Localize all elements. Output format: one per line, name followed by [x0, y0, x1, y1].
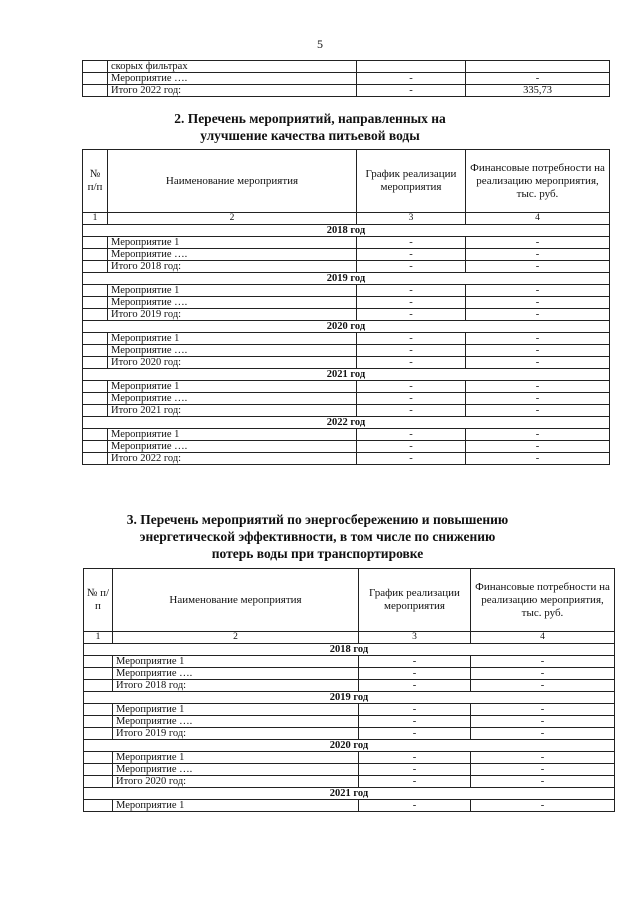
table-row [84, 776, 615, 788]
finance-cell: - [471, 728, 615, 740]
year-row [83, 225, 610, 237]
col-header-schedule: График реализации мероприятия [359, 569, 471, 632]
year-label: 2019 год [84, 692, 615, 704]
column-numbers-row [84, 632, 615, 644]
year-row [83, 369, 610, 381]
schedule-cell: - [357, 429, 466, 441]
event-name-cell: Мероприятие …. [108, 297, 357, 309]
event-name-cell: Мероприятие …. [108, 249, 357, 261]
finance-cell: - [466, 261, 610, 273]
event-name-cell: Мероприятие 1 [108, 285, 357, 297]
event-name-cell: Мероприятие …. [108, 441, 357, 453]
finance-cell: - [466, 249, 610, 261]
finance-cell: - [466, 297, 610, 309]
total-cell: Итого 2022 год: [108, 85, 357, 97]
finance-cell [466, 61, 610, 73]
section-3-title: 3. Перечень мероприятий по энергосбережению и повышению энергетической эффективности, в том числе по снижению потерь воды при транспортировке [126, 512, 509, 561]
schedule-cell: - [357, 357, 466, 369]
num-cell [83, 85, 108, 97]
finance-cell: - [466, 345, 610, 357]
table-row [84, 752, 615, 764]
table-row [83, 249, 610, 261]
table-row [84, 704, 615, 716]
schedule-cell: - [357, 405, 466, 417]
section-2-table [82, 149, 610, 465]
col-header-num: № п/п [83, 150, 108, 213]
schedule-cell: - [359, 668, 471, 680]
schedule-cell: - [359, 752, 471, 764]
table-row [84, 656, 615, 668]
finance-cell: - [466, 405, 610, 417]
finance-cell: - [466, 285, 610, 297]
event-name-cell: Мероприятие …. [108, 393, 357, 405]
table-row [84, 668, 615, 680]
schedule-cell: - [357, 453, 466, 465]
schedule-cell: - [359, 680, 471, 692]
year-label: 2018 год [83, 225, 610, 237]
schedule-cell: - [357, 285, 466, 297]
table-row [83, 381, 610, 393]
schedule-cell [357, 61, 466, 73]
event-name-cell: Мероприятие …. [113, 764, 359, 776]
section-3-table [83, 568, 615, 812]
year-row [83, 273, 610, 285]
table-row [83, 393, 610, 405]
schedule-cell: - [357, 381, 466, 393]
finance-cell: - [471, 800, 615, 812]
col-number: 2 [108, 213, 357, 225]
finance-cell: - [466, 309, 610, 321]
total-cell: Итого 2021 год: [108, 405, 357, 417]
schedule-cell: - [359, 776, 471, 788]
schedule-cell: - [357, 261, 466, 273]
finance-cell: - [471, 680, 615, 692]
schedule-cell: - [357, 309, 466, 321]
schedule-cell: - [357, 297, 466, 309]
finance-cell: 335,73 [466, 85, 610, 97]
event-name-cell: Мероприятие 1 [113, 704, 359, 716]
num-cell [83, 61, 108, 73]
col-number: 1 [83, 213, 108, 225]
year-label: 2019 год [83, 273, 610, 285]
finance-cell: - [466, 237, 610, 249]
table-row [83, 85, 610, 97]
schedule-cell: - [357, 237, 466, 249]
year-label: 2021 год [83, 369, 610, 381]
schedule-cell: - [359, 704, 471, 716]
event-name-cell: Мероприятие 1 [108, 381, 357, 393]
table-row [84, 800, 615, 812]
header-row [84, 569, 615, 632]
schedule-cell: - [357, 249, 466, 261]
col-number: 4 [466, 213, 610, 225]
finance-cell: - [471, 776, 615, 788]
schedule-cell: - [359, 656, 471, 668]
schedule-cell: - [357, 85, 466, 97]
schedule-cell: - [357, 333, 466, 345]
finance-cell: - [471, 752, 615, 764]
table-row [83, 345, 610, 357]
event-name-cell: Мероприятие 1 [108, 237, 357, 249]
schedule-cell: - [357, 393, 466, 405]
table-row [83, 357, 610, 369]
schedule-cell: - [359, 800, 471, 812]
total-cell: Итого 2018 год: [108, 261, 357, 273]
table-row [83, 73, 610, 85]
table-row [84, 716, 615, 728]
table-row [83, 297, 610, 309]
schedule-cell: - [357, 441, 466, 453]
year-row [84, 740, 615, 752]
finance-cell: - [466, 333, 610, 345]
table-row [83, 261, 610, 273]
table-row [83, 405, 610, 417]
event-name-cell: скорых фильтрах [108, 61, 357, 73]
finance-cell: - [466, 393, 610, 405]
schedule-cell: - [357, 345, 466, 357]
year-label: 2020 год [84, 740, 615, 752]
finance-cell: - [471, 716, 615, 728]
schedule-cell: - [359, 764, 471, 776]
table-row [84, 680, 615, 692]
year-label: 2022 год [83, 417, 610, 429]
year-row [83, 321, 610, 333]
event-name-cell: Мероприятие 1 [113, 656, 359, 668]
column-numbers-row [83, 213, 610, 225]
col-number: 2 [113, 632, 359, 644]
col-header-num: № п/п [84, 569, 113, 632]
schedule-cell: - [359, 728, 471, 740]
year-label: 2018 год [84, 644, 615, 656]
table-row [83, 441, 610, 453]
col-header-name: Наименование мероприятия [108, 150, 357, 213]
finance-cell: - [466, 441, 610, 453]
finance-cell: - [466, 381, 610, 393]
event-name-cell: Мероприятие …. [113, 716, 359, 728]
schedule-cell: - [357, 73, 466, 85]
table-row [83, 285, 610, 297]
total-cell: Итого 2019 год: [113, 728, 359, 740]
total-cell: Итого 2020 год: [113, 776, 359, 788]
year-label: 2021 год [84, 788, 615, 800]
finance-cell: - [471, 668, 615, 680]
col-number: 4 [471, 632, 615, 644]
table-row [84, 764, 615, 776]
event-name-cell: Мероприятие …. [113, 668, 359, 680]
total-cell: Итого 2022 год: [108, 453, 357, 465]
event-name-cell: Мероприятие 1 [113, 800, 359, 812]
finance-cell: - [466, 453, 610, 465]
event-name-cell: Мероприятие 1 [108, 333, 357, 345]
event-name-cell: Мероприятие 1 [113, 752, 359, 764]
total-cell: Итого 2018 год: [113, 680, 359, 692]
section-2-title: 2. Перечень мероприятий, направленных на улучшение качества питьевой воды [174, 111, 446, 143]
col-header-schedule: График реализации мероприятия [357, 150, 466, 213]
year-row [84, 788, 615, 800]
page-number: 5 [317, 37, 323, 51]
finance-cell: - [471, 764, 615, 776]
table-row [83, 309, 610, 321]
finance-cell: - [466, 73, 610, 85]
event-name-cell: Мероприятие 1 [108, 429, 357, 441]
col-number: 1 [84, 632, 113, 644]
table-row [84, 728, 615, 740]
table-row [83, 237, 610, 249]
col-header-finance: Финансовые потребности на реализацию мероприятия, тыс. руб. [466, 150, 610, 213]
col-number: 3 [359, 632, 471, 644]
year-label: 2020 год [83, 321, 610, 333]
header-row [83, 150, 610, 213]
table-row [83, 453, 610, 465]
year-row [84, 692, 615, 704]
continuation-table [82, 60, 610, 97]
event-name-cell: Мероприятие …. [108, 73, 357, 85]
col-number: 3 [357, 213, 466, 225]
year-row [84, 644, 615, 656]
table-row [83, 333, 610, 345]
table-row [83, 429, 610, 441]
schedule-cell: - [359, 716, 471, 728]
total-cell: Итого 2020 год: [108, 357, 357, 369]
col-header-name: Наименование мероприятия [113, 569, 359, 632]
col-header-finance: Финансовые потребности на реализацию мероприятия, тыс. руб. [471, 569, 615, 632]
finance-cell: - [466, 357, 610, 369]
num-cell [83, 73, 108, 85]
finance-cell: - [471, 656, 615, 668]
event-name-cell: Мероприятие …. [108, 345, 357, 357]
year-row [83, 417, 610, 429]
total-cell: Итого 2019 год: [108, 309, 357, 321]
finance-cell: - [471, 704, 615, 716]
table-row [83, 61, 610, 73]
finance-cell: - [466, 429, 610, 441]
